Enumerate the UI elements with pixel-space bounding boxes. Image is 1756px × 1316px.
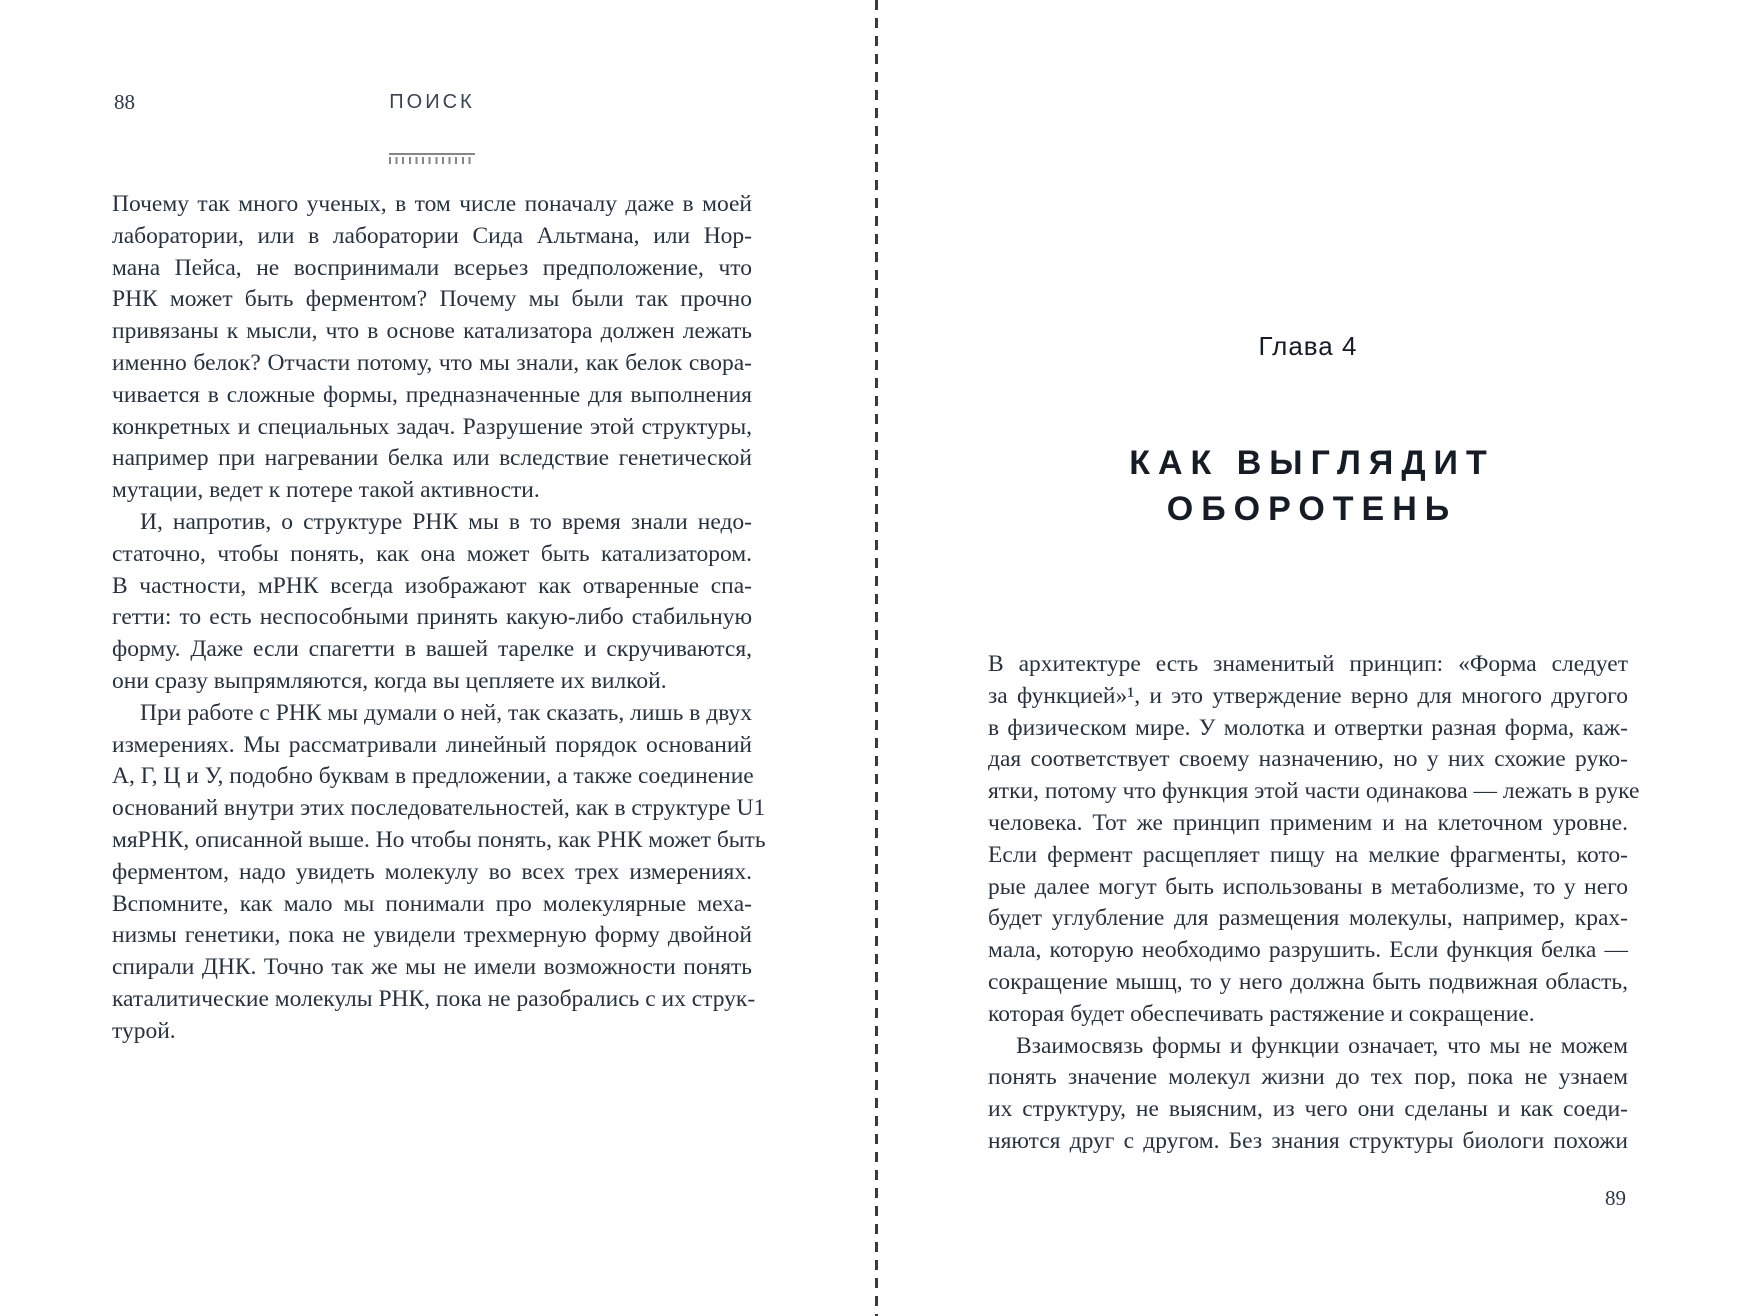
chapter-title bbox=[988, 440, 1628, 532]
chapter-title-line-1: КАК ВЫГЛЯДИТ bbox=[1129, 444, 1495, 482]
text-line: именно белок? Отчасти потому, что мы знали, как белок свора- bbox=[112, 349, 752, 376]
text-line: Если фермент расщепляет пищу на мелкие фрагменты, кото- bbox=[988, 841, 1628, 868]
text-line: понять значение молекул жизни до тех пор, пока не узнаем bbox=[988, 1064, 1628, 1091]
text-line: статочно, чтобы понять, как она может быть катализатором. bbox=[112, 540, 752, 567]
text-line: мана Пейса, не воспринимали всерьез предположение, что bbox=[112, 254, 752, 281]
running-header-title: ПОИСК bbox=[389, 91, 475, 113]
ornament-line bbox=[389, 153, 475, 155]
page-number-right: 89 bbox=[1605, 1186, 1626, 1210]
text-line: рые далее могут быть использованы в метаболизме, то у него bbox=[988, 873, 1628, 900]
text-line: за функцией»¹, и это утверждение верно для многого другого bbox=[988, 682, 1628, 709]
chapter-title-line-2: ОБОРОТЕНЬ bbox=[1166, 490, 1458, 528]
text-line: спирали ДНК. Точно так же мы не имели возможности понять bbox=[112, 954, 752, 981]
running-head bbox=[112, 90, 752, 118]
text-line: А, Г, Ц и У, подобно буквам в предложении, а также соединение bbox=[112, 763, 754, 790]
text-line: чивается в сложные формы, предназначенные для выполнения bbox=[112, 381, 752, 408]
text-line: в физическом мире. У молотка и отвертки разная форма, каж- bbox=[988, 714, 1628, 741]
text-line: ферментом, надо увидеть молекулу во всех трех измерениях. bbox=[112, 858, 752, 885]
page-divider bbox=[875, 0, 878, 1316]
paragraph bbox=[988, 1031, 1628, 1158]
text-line: гетти: то есть неспособными принять какую-либо стабильную bbox=[112, 604, 752, 631]
text-line: каталитические молекулы РНК, пока не разобрались с их струк- bbox=[112, 985, 756, 1012]
text-line: их структуру, не выясним, из чего они сделаны и как соеди- bbox=[988, 1096, 1628, 1123]
text-line: измерениях. Мы рассматривали линейный порядок оснований bbox=[112, 731, 752, 758]
text-line: оснований внутри этих последовательностей, как в структуре U1 bbox=[112, 795, 766, 822]
ornament-ticks bbox=[389, 157, 475, 164]
text-line: дая соответствует своему назначению, но у них схожие руко- bbox=[988, 746, 1628, 773]
text-line: сокращение мышц, то у него должна быть подвижная область, bbox=[988, 968, 1628, 995]
text-line: В частности, мРНК всегда изображают как отваренные спа- bbox=[112, 572, 752, 599]
paragraph bbox=[112, 507, 752, 698]
text-line: будет углубление для размещения молекулы, например, крах- bbox=[988, 905, 1628, 932]
text-line: мала, которую необходимо разрушить. Если функция белка — bbox=[988, 937, 1628, 964]
text-line: При работе с РНК мы думали о ней, так сказать, лишь в двух bbox=[140, 699, 752, 726]
text-line: Взаимосвязь формы и функции означает, что мы не можем bbox=[1016, 1032, 1628, 1059]
text-line: форму. Даже если спагетти в вашей тарелке и скручиваются, bbox=[112, 636, 752, 663]
body-text-left bbox=[112, 189, 766, 1048]
text-line: Почему так много ученых, в том числе поначалу даже в моей bbox=[112, 191, 752, 217]
text-line: мутации, ведет к потере такой активности. bbox=[112, 477, 540, 504]
text-line: человека. Тот же принцип применим и на клеточном уровне. bbox=[988, 809, 1628, 836]
text-line: например при нагревании белка или вследствие генетической bbox=[112, 445, 752, 472]
text-line: они сразу выпрямляются, когда вы цепляете их вилкой. bbox=[112, 667, 667, 694]
paragraph bbox=[112, 698, 766, 1048]
text-line: ятки, потому что функция этой части одинакова — лежать в руке bbox=[988, 778, 1640, 805]
text-line: И, напротив, о структуре РНК мы в то время знали недо- bbox=[140, 508, 752, 535]
text-line: няются друг с другом. Без знания структуры биологи похожи bbox=[988, 1127, 1628, 1154]
text-line: турой. bbox=[112, 1017, 176, 1044]
body-text-right bbox=[988, 649, 1640, 1158]
text-line: конкретных и специальных задач. Разрушение этой структуры, bbox=[112, 413, 752, 440]
text-line: низмы генетики, пока не увидели трехмерную форму двойной bbox=[112, 922, 752, 949]
paragraph bbox=[988, 649, 1640, 1031]
chapter-label: Глава 4 bbox=[1258, 331, 1358, 361]
page-right bbox=[988, 0, 1640, 1316]
page-number-left: 88 bbox=[114, 90, 135, 114]
text-line: РНК может быть ферментом? Почему мы были так прочно bbox=[112, 286, 752, 313]
paragraph bbox=[112, 189, 752, 507]
page-left bbox=[112, 0, 766, 1316]
text-line: Вспомните, как мало мы понимали про молекулярные меха- bbox=[112, 890, 752, 917]
text-line: привязаны к мысли, что в основе катализатора должен лежать bbox=[112, 318, 752, 345]
comb-rule-ornament-icon bbox=[389, 153, 475, 164]
text-line: мяРНК, описанной выше. Но чтобы понять, как РНК может быть bbox=[112, 826, 766, 853]
text-line: В архитектуре есть знаменитый принцип: «Форма следует bbox=[988, 651, 1628, 677]
text-line: лаборатории, или в лаборатории Сида Альтмана, или Нор- bbox=[112, 222, 752, 249]
text-line: которая будет обеспечивать растяжение и сокращение. bbox=[988, 1000, 1535, 1027]
